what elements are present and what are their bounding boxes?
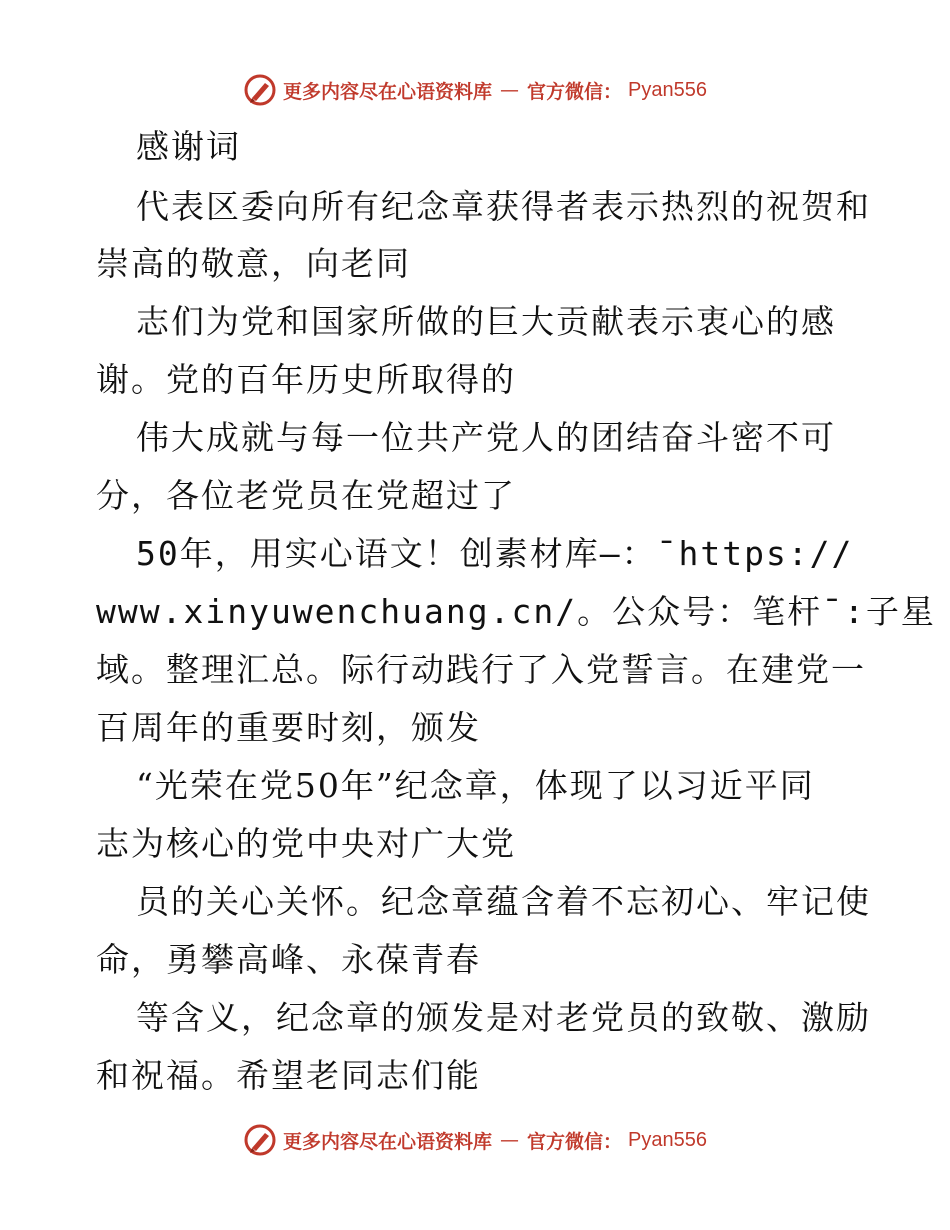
doc-line: 等含义，纪念章的颁发是对老党员的致敬、激励 <box>136 998 871 1037</box>
doc-line: 命，勇攀高峰、永葆青春 <box>96 940 481 979</box>
banner-dash: — <box>500 1129 520 1151</box>
wechat-label: 官方微信： <box>527 1130 623 1153</box>
banner-dash: — <box>500 79 520 101</box>
banner-text: 更多内容尽在心语资料库 <box>283 1130 493 1153</box>
doc-line: 志们为党和国家所做的巨大贡献表示衷心的感 <box>136 302 836 341</box>
doc-line: “光荣在党50年”纪念章，体现了以习近平同 <box>136 766 815 805</box>
doc-line: 和祝福。希望老同志们能 <box>96 1056 481 1095</box>
doc-line: 百周年的重要时刻，颁发 <box>96 708 481 747</box>
doc-title: 感谢词 <box>136 127 241 166</box>
pen-logo-icon <box>243 1123 277 1157</box>
doc-line: 谢。党的百年历史所取得的 <box>96 360 516 399</box>
doc-line: 域。整理汇总。际行动践行了入党誓言。在建党一 <box>96 650 866 689</box>
doc-line: 50年，用实心语文！创素材库—：¯https:// <box>136 534 854 573</box>
header-banner <box>0 70 950 110</box>
banner-text: 更多内容尽在心语资料库 <box>283 80 493 103</box>
doc-line: 志为核心的党中央对广大党 <box>96 824 516 863</box>
doc-line: 代表区委向所有纪念章获得者表示热烈的祝贺和 <box>136 187 871 226</box>
doc-line: 崇高的敬意，向老同 <box>96 244 411 283</box>
doc-line: www.xinyuwenchuang.cn/。公众号：笔杆¯:子星 <box>96 592 936 631</box>
doc-line: 员的关心关怀。纪念章蕴含着不忘初心、牢记使 <box>136 882 871 921</box>
wechat-label: 官方微信： <box>527 80 623 103</box>
wechat-id: Pyan556 <box>628 1128 707 1151</box>
doc-line: 分，各位老党员在党超过了 <box>96 476 516 515</box>
wechat-id: Pyan556 <box>628 78 707 101</box>
pen-logo-icon <box>243 73 277 107</box>
doc-line: 伟大成就与每一位共产党人的团结奋斗密不可 <box>136 418 836 457</box>
footer-banner <box>0 1120 950 1160</box>
